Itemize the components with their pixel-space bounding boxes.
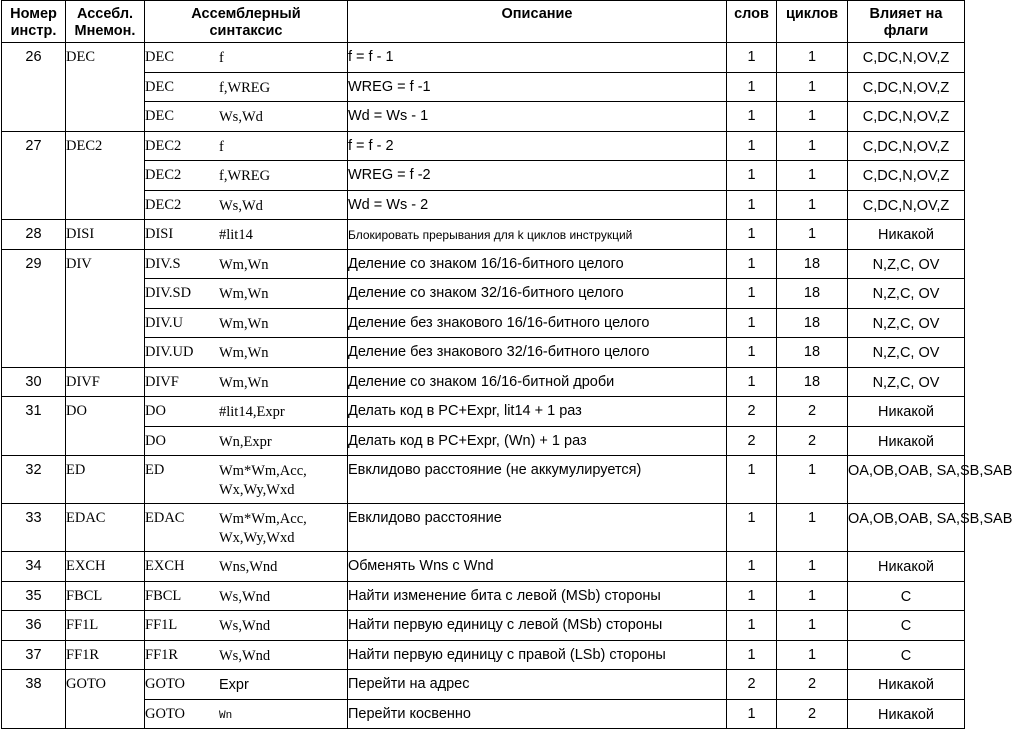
syntax-opcode: DO — [145, 432, 166, 449]
syntax-operands: f,WREG — [219, 168, 271, 184]
instruction-description: Деление без знакового 32/16-битного целого — [348, 338, 727, 368]
assembler-syntax — [145, 131, 348, 161]
syntax-opcode: GOTO — [145, 705, 186, 722]
word-count: 1 — [727, 279, 777, 309]
assembler-syntax — [145, 397, 348, 427]
word-count: 1 — [727, 611, 777, 641]
instruction-mnemonic: DEC — [66, 43, 145, 132]
word-count: 1 — [727, 699, 777, 729]
cycle-count: 1 — [777, 220, 848, 250]
cycle-count: 18 — [777, 367, 848, 397]
table-row — [2, 426, 965, 456]
instruction-description: f = f - 2 — [348, 131, 727, 161]
instruction-mnemonic: FF1L — [66, 611, 145, 641]
syntax-operands: Wns,Wnd — [219, 559, 278, 575]
syntax-opcode: FBCL — [145, 587, 182, 604]
affected-flags: N,Z,C, OV — [848, 279, 965, 309]
instruction-description: Блокировать прерывания для k циклов инструкций — [348, 220, 727, 250]
assembler-syntax — [145, 552, 348, 582]
instruction-number: 28 — [2, 220, 66, 250]
syntax-operands: Ws,Wnd — [219, 618, 271, 634]
table-row — [2, 279, 965, 309]
cycle-count: 1 — [777, 161, 848, 191]
instruction-number: 34 — [2, 552, 66, 582]
assembler-syntax — [145, 220, 348, 250]
word-count: 1 — [727, 367, 777, 397]
assembler-syntax — [145, 190, 348, 220]
word-count: 2 — [727, 397, 777, 427]
assembler-syntax — [145, 338, 348, 368]
syntax-operands: Wm,Wn — [219, 345, 269, 361]
cycle-count: 1 — [777, 131, 848, 161]
instruction-mnemonic: ED — [66, 456, 145, 504]
cycle-count: 1 — [777, 504, 848, 552]
instruction-description: Перейти косвенно — [348, 699, 727, 729]
word-count: 1 — [727, 190, 777, 220]
syntax-opcode: DEC2 — [145, 167, 182, 183]
table-row — [2, 102, 965, 132]
syntax-operands: #lit14,Expr — [219, 404, 285, 420]
instruction-number: 33 — [2, 504, 66, 552]
word-count: 1 — [727, 308, 777, 338]
affected-flags: OA,OB,OAB, SA,SB,SAB — [848, 456, 965, 504]
instruction-mnemonic: DISI — [66, 220, 145, 250]
assembler-syntax — [145, 640, 348, 670]
cycle-count: 1 — [777, 552, 848, 582]
syntax-opcode: DISI — [145, 226, 174, 242]
table-row — [2, 72, 965, 102]
syntax-operands: Ws,Wd — [219, 197, 263, 214]
word-count: 2 — [727, 670, 777, 700]
instruction-mnemonic: FBCL — [66, 581, 145, 611]
syntax-operands: Wm,Wn — [219, 374, 269, 391]
assembler-syntax — [145, 426, 348, 456]
table-body — [2, 43, 1012, 729]
header-number: Номер инстр. — [2, 1, 66, 43]
instruction-description: Деление без знакового 16/16-битного целого — [348, 308, 727, 338]
table-row — [2, 249, 965, 279]
table-row — [2, 397, 965, 427]
instruction-description: Обменять Wns с Wnd — [348, 552, 727, 582]
cycle-count: 18 — [777, 249, 848, 279]
cycle-count: 18 — [777, 308, 848, 338]
header-flags: Влияет на флаги — [848, 1, 965, 43]
instruction-mnemonic: EDAC — [66, 504, 145, 552]
syntax-operands: Wn,Expr — [219, 433, 272, 450]
cycle-count: 1 — [777, 640, 848, 670]
table-row — [2, 190, 965, 220]
syntax-opcode: EXCH — [145, 558, 185, 574]
header-description: Описание — [348, 1, 727, 43]
instruction-mnemonic: DO — [66, 397, 145, 456]
syntax-opcode: DEC2 — [145, 196, 182, 213]
instruction-mnemonic: EXCH — [66, 552, 145, 582]
affected-flags: Никакой — [848, 220, 965, 250]
syntax-operands: Ws,Wnd — [219, 647, 271, 664]
syntax-operands: Wm*Wm,Acc, Wx,Wy,Wxd — [219, 511, 307, 546]
instruction-number: 38 — [2, 670, 66, 729]
cycle-count: 1 — [777, 456, 848, 504]
word-count: 2 — [727, 426, 777, 456]
syntax-operands: Ws,Wnd — [219, 588, 271, 605]
syntax-operands: Ws,Wd — [219, 109, 263, 125]
table-row — [2, 308, 965, 338]
affected-flags: N,Z,C, OV — [848, 249, 965, 279]
cycle-count: 1 — [777, 611, 848, 641]
header-words: слов — [727, 1, 777, 43]
instruction-description: Найти изменение бита с левой (MSb) стороны — [348, 581, 727, 611]
syntax-opcode: DEC — [145, 108, 174, 124]
syntax-opcode: FF1R — [145, 646, 179, 663]
instruction-description: Wd = Ws - 1 — [348, 102, 727, 132]
instruction-description: Евклидово расстояние — [348, 504, 727, 552]
word-count: 1 — [727, 102, 777, 132]
affected-flags: C,DC,N,OV,Z — [848, 131, 965, 161]
cycle-count: 1 — [777, 72, 848, 102]
syntax-operands: Wn — [219, 709, 233, 722]
assembler-syntax — [145, 161, 348, 191]
syntax-opcode: GOTO — [145, 676, 186, 692]
affected-flags: C,DC,N,OV,Z — [848, 43, 965, 73]
cycle-count: 1 — [777, 190, 848, 220]
assembler-syntax — [145, 72, 348, 102]
affected-flags: Никакой — [848, 670, 965, 700]
instruction-description: f = f - 1 — [348, 43, 727, 73]
affected-flags: C,DC,N,OV,Z — [848, 190, 965, 220]
cycle-count: 1 — [777, 581, 848, 611]
instruction-number: 26 — [2, 43, 66, 132]
table-row — [2, 43, 965, 73]
assembler-syntax — [145, 367, 348, 397]
word-count: 1 — [727, 43, 777, 73]
affected-flags: C — [848, 611, 965, 641]
table-row — [2, 670, 965, 700]
assembler-syntax — [145, 43, 348, 73]
syntax-operands: Expr — [219, 677, 249, 693]
affected-flags: C — [848, 640, 965, 670]
instruction-description: Деление со знаком 32/16-битного целого — [348, 279, 727, 309]
syntax-opcode: DIV.U — [145, 314, 183, 331]
syntax-opcode: DO — [145, 403, 166, 419]
syntax-operands: f — [219, 50, 224, 66]
syntax-operands: Wm,Wn — [219, 315, 269, 332]
word-count: 1 — [727, 220, 777, 250]
instruction-table — [1, 0, 1012, 729]
word-count: 1 — [727, 131, 777, 161]
instruction-number: 31 — [2, 397, 66, 456]
syntax-opcode: EDAC — [145, 510, 185, 526]
syntax-opcode: DEC2 — [145, 137, 182, 154]
instruction-description: WREG = f -2 — [348, 161, 727, 191]
instruction-description: Деление со знаком 16/16-битной дроби — [348, 367, 727, 397]
assembler-syntax — [145, 279, 348, 309]
assembler-syntax — [145, 581, 348, 611]
affected-flags: Никакой — [848, 699, 965, 729]
table-row — [2, 611, 965, 641]
cycle-count: 18 — [777, 338, 848, 368]
word-count: 1 — [727, 72, 777, 102]
table-row — [2, 640, 965, 670]
cycle-count: 1 — [777, 102, 848, 132]
instruction-description: Делать код в PC+Expr, (Wn) + 1 раз — [348, 426, 727, 456]
syntax-opcode: DEC — [145, 78, 174, 95]
affected-flags: Никакой — [848, 426, 965, 456]
instruction-mnemonic: DIVF — [66, 367, 145, 397]
syntax-opcode: DIVF — [145, 373, 179, 390]
header-row — [2, 1, 965, 43]
assembler-syntax — [145, 308, 348, 338]
syntax-operands: f — [219, 138, 224, 155]
cycle-count: 18 — [777, 279, 848, 309]
affected-flags: N,Z,C, OV — [848, 367, 965, 397]
instruction-number: 32 — [2, 456, 66, 504]
cycle-count: 2 — [777, 699, 848, 729]
syntax-opcode: ED — [145, 462, 165, 478]
instruction-mnemonic: GOTO — [66, 670, 145, 729]
assembler-syntax — [145, 249, 348, 279]
table-row — [2, 161, 965, 191]
instruction-description: Wd = Ws - 2 — [348, 190, 727, 220]
affected-flags: Никакой — [848, 397, 965, 427]
instruction-number: 30 — [2, 367, 66, 397]
instruction-description: Евклидово расстояние (не аккумулируется) — [348, 456, 727, 504]
instruction-number: 36 — [2, 611, 66, 641]
assembler-syntax — [145, 611, 348, 641]
header-cycles: циклов — [777, 1, 848, 43]
cycle-count: 2 — [777, 426, 848, 456]
instruction-number: 35 — [2, 581, 66, 611]
word-count: 1 — [727, 504, 777, 552]
instruction-description: Делать код в PC+Expr, lit14 + 1 раз — [348, 397, 727, 427]
instruction-description: Деление со знаком 16/16-битного целого — [348, 249, 727, 279]
table-row — [2, 552, 965, 582]
word-count: 1 — [727, 640, 777, 670]
instruction-mnemonic: DEC2 — [66, 131, 145, 220]
table-row — [2, 338, 965, 368]
table-row — [2, 504, 965, 552]
instruction-number: 29 — [2, 249, 66, 367]
assembler-syntax — [145, 504, 348, 552]
header-syntax: Ассемблерный синтаксис — [145, 1, 348, 43]
affected-flags: C,DC,N,OV,Z — [848, 102, 965, 132]
word-count: 1 — [727, 249, 777, 279]
instruction-number: 37 — [2, 640, 66, 670]
table-row — [2, 456, 965, 504]
syntax-operands: f,WREG — [219, 79, 271, 96]
syntax-operands: Wm*Wm,Acc, Wx,Wy,Wxd — [219, 463, 307, 498]
table-row — [2, 581, 965, 611]
word-count: 1 — [727, 552, 777, 582]
cycle-count: 2 — [777, 670, 848, 700]
instruction-mnemonic: FF1R — [66, 640, 145, 670]
affected-flags: C,DC,N,OV,Z — [848, 161, 965, 191]
word-count: 1 — [727, 338, 777, 368]
word-count: 1 — [727, 456, 777, 504]
syntax-opcode: DIV.SD — [145, 285, 192, 301]
instruction-description: Найти первую единицу с правой (LSb) стороны — [348, 640, 727, 670]
affected-flags: N,Z,C, OV — [848, 338, 965, 368]
cycle-count: 2 — [777, 397, 848, 427]
table-row — [2, 131, 965, 161]
instruction-number: 27 — [2, 131, 66, 220]
table-row — [2, 367, 965, 397]
header-mnemonic: Ассебл. Мнемон. — [66, 1, 145, 43]
instruction-mnemonic: DIV — [66, 249, 145, 367]
instruction-description: WREG = f -1 — [348, 72, 727, 102]
syntax-opcode: DIV.UD — [145, 344, 194, 360]
assembler-syntax — [145, 456, 348, 504]
syntax-operands: Wm,Wn — [219, 256, 269, 273]
affected-flags: C,DC,N,OV,Z — [848, 72, 965, 102]
table-row — [2, 699, 965, 729]
assembler-syntax — [145, 670, 348, 700]
affected-flags: C — [848, 581, 965, 611]
syntax-opcode: FF1L — [145, 617, 178, 633]
syntax-opcode: DIV.S — [145, 255, 181, 272]
syntax-operands: Wm,Wn — [219, 286, 269, 302]
assembler-syntax — [145, 102, 348, 132]
affected-flags: OA,OB,OAB, SA,SB,SAB — [848, 504, 965, 552]
word-count: 1 — [727, 161, 777, 191]
affected-flags: N,Z,C, OV — [848, 308, 965, 338]
table-row — [2, 220, 965, 250]
syntax-opcode: DEC — [145, 49, 174, 65]
word-count: 1 — [727, 581, 777, 611]
cycle-count: 1 — [777, 43, 848, 73]
syntax-operands: #lit14 — [219, 227, 253, 243]
assembler-syntax — [145, 699, 348, 729]
instruction-description: Перейти на адрес — [348, 670, 727, 700]
affected-flags: Никакой — [848, 552, 965, 582]
instruction-description: Найти первую единицу с левой (MSb) стороны — [348, 611, 727, 641]
